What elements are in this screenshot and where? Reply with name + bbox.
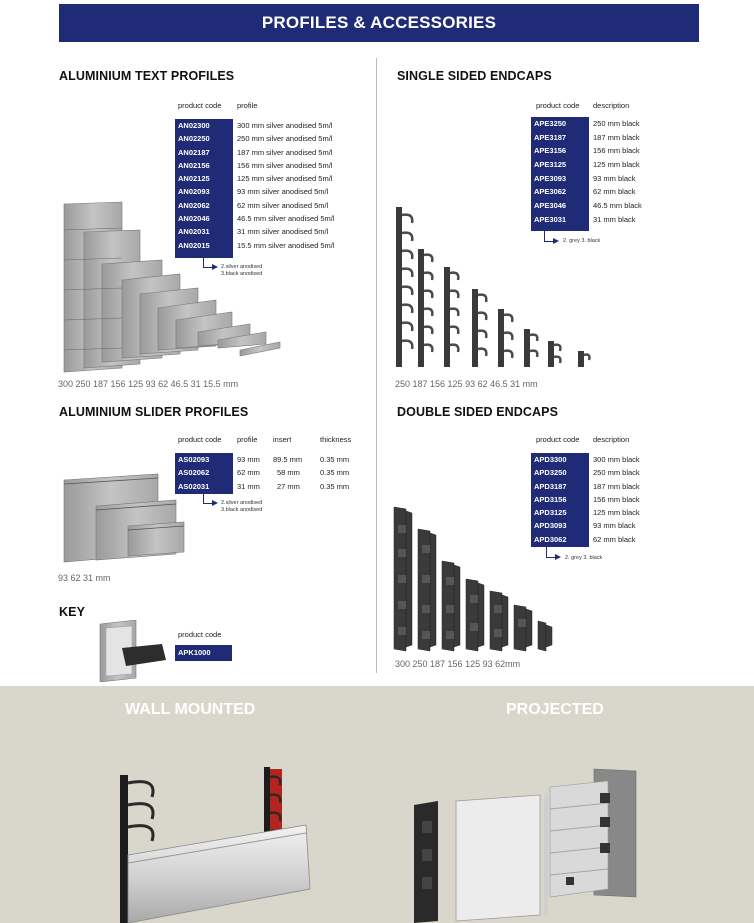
product-code: APE3046 [534, 201, 567, 211]
product-code: APD3300 [534, 455, 567, 464]
profile-desc: 187 mm silver anodised 5m/l [237, 147, 333, 157]
endcap-desc: 62 mm black [593, 187, 636, 197]
slider-illustration [58, 470, 188, 570]
endcap-desc: 187 mm black [593, 481, 640, 491]
slider-col-code: product code [178, 435, 222, 444]
double-note: 2. grey 3. black [565, 555, 603, 561]
endcap-desc: 93 mm black [593, 173, 636, 183]
profile-desc: 93 mm silver anodised 5m/l [237, 187, 329, 197]
key-illustration [96, 620, 170, 682]
endcap-desc: 46.5 mm black [593, 201, 642, 211]
product-code: AS02031 [178, 481, 210, 491]
slider-col-thickness: thickness [320, 435, 352, 444]
double-col-desc: description [593, 435, 630, 444]
product-code: AS02093 [178, 455, 210, 464]
single-col-code: product code [536, 101, 580, 110]
slider-insert: 89.5 mm [273, 455, 303, 464]
projected-heading: PROJECTED [506, 701, 604, 718]
product-code: AN02062 [178, 200, 210, 210]
product-code: AN02125 [178, 174, 210, 184]
profile-desc: 300 mm silver anodised 5m/l [237, 121, 333, 130]
text-profiles-sizes: 300 250 187 156 125 93 62 46.5 31 15.5 mm [58, 379, 239, 389]
endcap-desc: 62 mm black [593, 534, 636, 544]
product-code: APD3187 [534, 481, 567, 491]
profile-desc: 62 mm silver anodised 5m/l [237, 200, 329, 210]
text-profiles-illustration [58, 200, 290, 375]
product-code: APD3062 [534, 534, 567, 544]
single-col-desc: description [593, 101, 630, 110]
profile-desc: 31 mm silver anodised 5m/l [237, 227, 329, 237]
note-line: 2.silver anodised [221, 500, 263, 506]
slider-col-insert: insert [273, 435, 292, 444]
key-code-box [175, 645, 232, 661]
product-code: AN02015 [178, 240, 210, 250]
product-code: AN02187 [178, 147, 210, 157]
slider-sizes: 93 62 31 mm [58, 573, 111, 583]
profile-desc: 125 mm silver anodised 5m/l [237, 174, 333, 184]
text-profiles-col-profile: profile [237, 101, 258, 110]
product-code: APK1000 [178, 648, 211, 657]
double-descriptions [590, 453, 640, 546]
product-code: APE3062 [534, 187, 567, 197]
note-line: 2.silver anodised [221, 264, 263, 270]
slider-row [234, 466, 364, 479]
note-line: 3.black anodised [221, 506, 263, 513]
column-divider [376, 58, 377, 673]
endcap-desc: 250 mm black [593, 119, 640, 128]
slider-profile: 31 mm [237, 481, 260, 491]
product-code: AN02093 [178, 187, 210, 197]
profile-desc: 15.5 mm silver anodised 5m/l [237, 240, 335, 250]
product-code: AN02031 [178, 227, 210, 237]
slider-row [234, 453, 364, 466]
product-code: APE3125 [534, 160, 567, 170]
product-code: APE3187 [534, 132, 567, 142]
text-profiles-heading: ALUMINIUM TEXT PROFILES [59, 69, 235, 83]
text-profiles-col-code: product code [178, 101, 222, 110]
key-heading: KEY [59, 605, 86, 619]
product-code: APD3125 [534, 508, 567, 518]
product-code: AN02046 [178, 214, 210, 224]
double-col-code: product code [536, 435, 580, 444]
wall-mounted-heading: WALL MOUNTED [125, 701, 256, 718]
product-code: APD3093 [534, 521, 567, 531]
slider-thickness: 0.35 mm [320, 481, 350, 491]
slider-row [234, 480, 364, 493]
single-endcaps-illustration [392, 205, 612, 375]
key-col-code: product code [178, 630, 222, 639]
endcap-desc: 93 mm black [593, 521, 636, 531]
endcap-desc: 125 mm black [593, 508, 640, 518]
note-line: 3.black anodised [221, 270, 263, 277]
slider-thickness: 0.35 mm [320, 468, 350, 478]
endcap-desc: 156 mm black [593, 146, 640, 156]
single-sizes: 250 187 156 125 93 62 46.5 31 mm [395, 379, 538, 389]
product-code: APD3250 [534, 468, 567, 478]
projected-illustration [410, 765, 640, 923]
double-endcaps-illustration [390, 505, 560, 655]
product-code: APD3156 [534, 494, 567, 504]
product-code: AN02156 [178, 160, 210, 170]
endcap-desc: 31 mm black [593, 214, 636, 224]
slider-insert: 58 mm [277, 468, 300, 478]
endcap-desc: 156 mm black [593, 494, 640, 504]
single-note: 2. grey 3. black [563, 238, 601, 244]
page-banner: PROFILES & ACCESSORIES [59, 4, 699, 42]
profile-desc: 46.5 mm silver anodised 5m/l [237, 214, 335, 224]
single-endcaps-heading: SINGLE SIDED ENDCAPS [397, 69, 552, 83]
double-sizes: 300 250 187 156 125 93 62mm [395, 659, 521, 669]
endcap-desc: 300 mm black [593, 455, 640, 464]
slider-note [221, 500, 262, 513]
product-code: APE3156 [534, 146, 567, 156]
product-code: APE3093 [534, 173, 567, 183]
slider-rows [234, 453, 364, 493]
slider-col-profile: profile [237, 435, 258, 444]
slider-insert: 27 mm [277, 481, 300, 491]
slider-profiles-heading: ALUMINIUM SLIDER PROFILES [59, 405, 249, 419]
slider-thickness: 0.35 mm [320, 455, 350, 464]
double-endcaps-heading: DOUBLE SIDED ENDCAPS [397, 405, 559, 419]
slider-profile: 93 mm [237, 455, 260, 464]
endcap-desc: 250 mm black [593, 468, 640, 478]
note-arrow-head [212, 500, 218, 506]
wall-mounted-illustration [110, 755, 320, 923]
profile-desc: 250 mm silver anodised 5m/l [237, 134, 333, 144]
product-code: AN02300 [178, 121, 210, 130]
profile-desc: 156 mm silver anodised 5m/l [237, 160, 333, 170]
product-code: AN02250 [178, 134, 210, 144]
product-code: APE3250 [534, 119, 567, 128]
endcap-desc: 187 mm black [593, 132, 640, 142]
product-code: APE3031 [534, 214, 567, 224]
slider-profile: 62 mm [237, 468, 260, 478]
endcap-desc: 125 mm black [593, 160, 640, 170]
product-code: AS02062 [178, 468, 210, 478]
